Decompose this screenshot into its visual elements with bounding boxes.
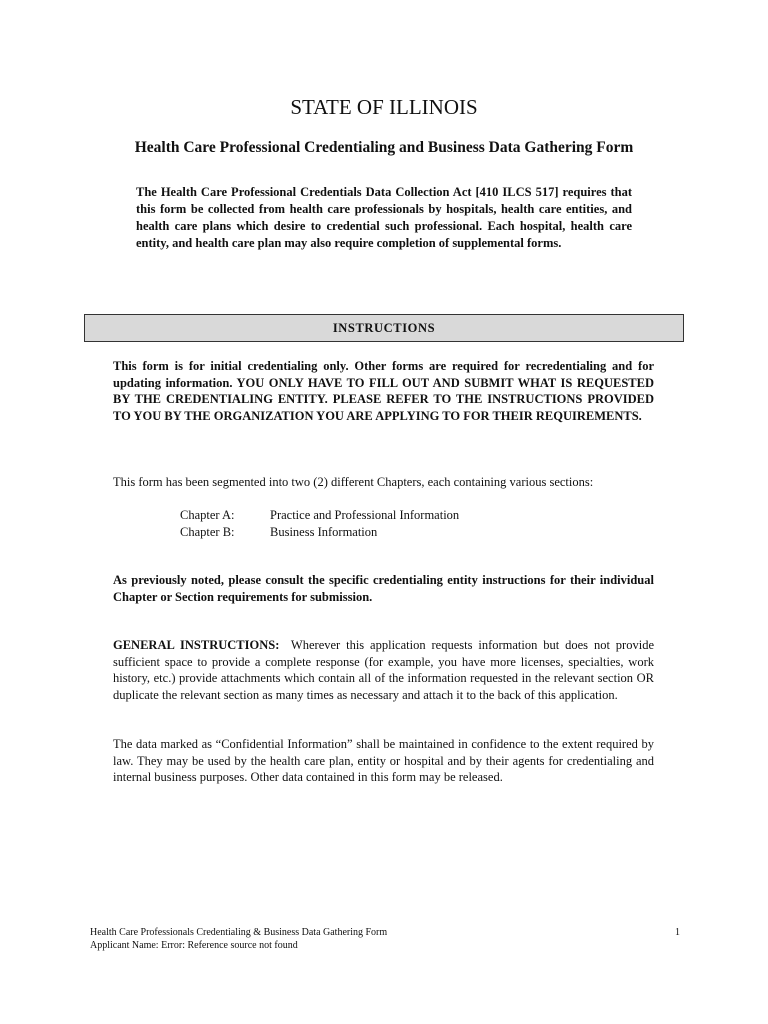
page-title: STATE OF ILLINOIS: [290, 95, 478, 119]
confidential-paragraph: The data marked as “Confidential Information” shall be maintained in confidence to the extent required by law. They may be used by the health care plan, entity or hospital and by their agents for credentialing and internal business purposes. Other data contained in this form may be released.: [113, 737, 654, 784]
general-instructions-paragraph: [113, 637, 658, 703]
intro-paragraph: The Health Care Professional Credentials Data Collection Act [410 ILCS 517] requires that this form be collected from health care professionals by hospitals, health care entities, and health care plans which desire to credential such professional. Each hospital, health care entity, and health care plan may also require completion of supplemental forms.: [136, 185, 632, 250]
consult-paragraph: As previously noted, please consult the specific credentialing entity instructions for their individual Chapter or Section requirements for submission.: [113, 573, 654, 604]
instructions-header: [84, 314, 684, 342]
general-instructions-text: Wherever this application requests information but does not provide sufficient space to provide a complete response (for example, you have more licenses, specialties, work history, etc.) provide attachments which contain all of the information requested in the relevant section OR duplicate the relevant section as many times as necessary and attach it to the back of this application.: [113, 638, 658, 702]
chapter-item: [180, 507, 459, 524]
chapter-name: Business Information: [270, 524, 378, 539]
chapter-label: Chapter B:: [180, 524, 235, 539]
chapter-label: Chapter A:: [180, 508, 235, 522]
footer-form-name: Health Care Professionals Credentialing & Business Data Gathering Form: [90, 927, 388, 938]
form-subtitle: Health Care Professional Credentialing and Business Data Gathering Form: [134, 139, 634, 156]
page-footer: [90, 927, 387, 952]
general-instructions-label: GENERAL INSTRUCTIONS:: [113, 638, 280, 652]
page-number: 1: [675, 927, 680, 938]
footer-applicant-name: Applicant Name: Error: Reference source not found: [90, 939, 298, 951]
initial-credentialing-paragraph: This form is for initial credentialing only. Other forms are required for recredentialing and for updating information. YOU ONLY HAVE TO FILL OUT AND SUBMIT WHAT IS REQUESTED BY THE CREDENTIALING ENTITY. PLEASE REFER TO THE INSTRUCTIONS PROVIDED TO YOU BY THE ORGANIZATION YOU ARE APPLYING TO FOR THEIR REQUIREMENTS.: [113, 359, 654, 423]
chapter-list: [180, 507, 459, 540]
chapter-name: Practice and Professional Information: [270, 508, 460, 522]
chapter-item: [180, 524, 459, 541]
instructions-header-label: INSTRUCTIONS: [332, 320, 436, 335]
segmented-paragraph: This form has been segmented into two (2) different Chapters, each containing various sections:: [113, 475, 594, 489]
